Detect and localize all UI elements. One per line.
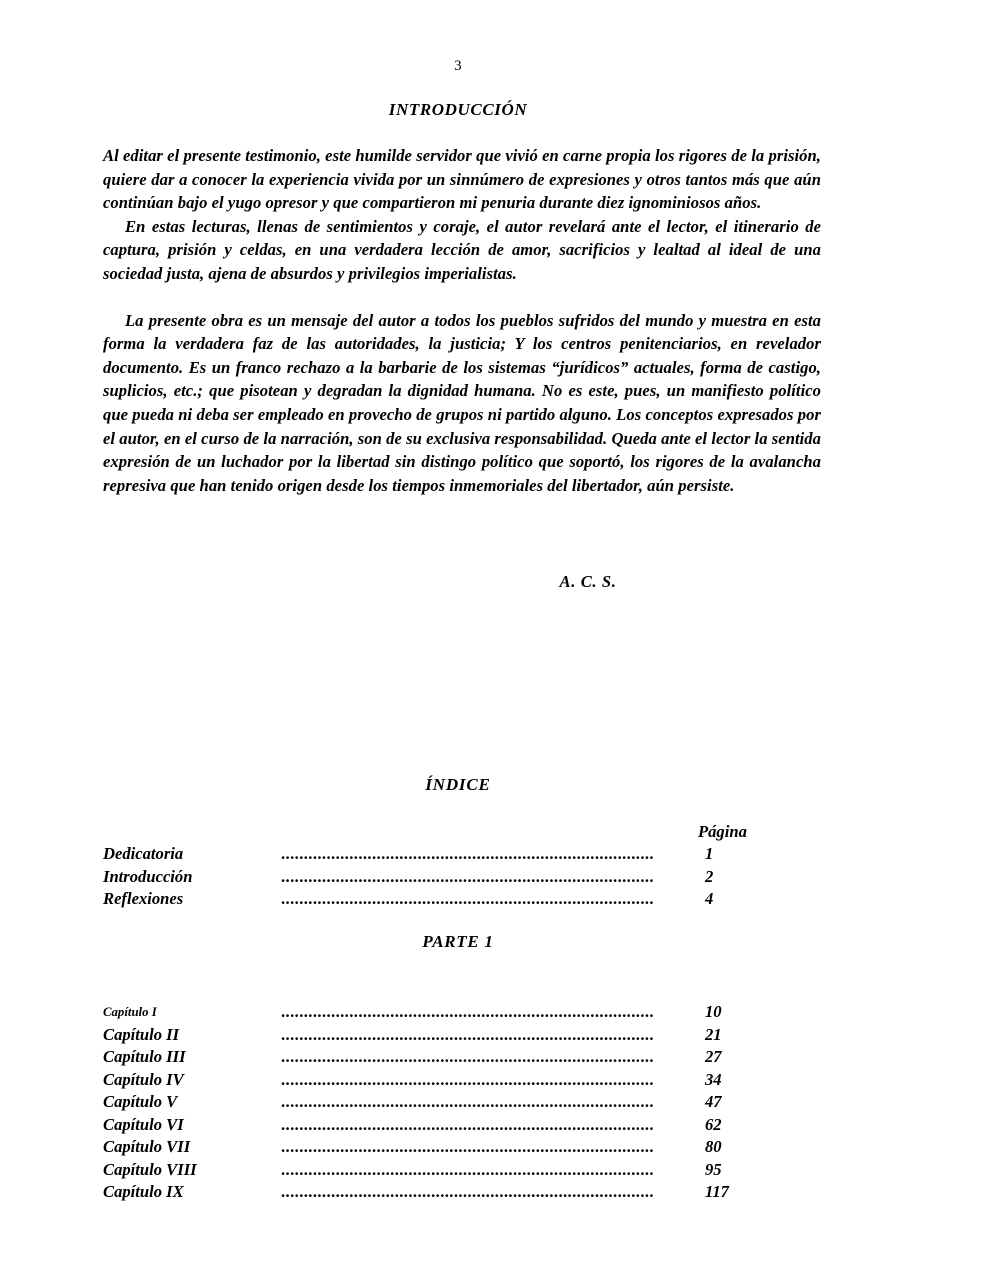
toc-entry-label: Capítulo II	[103, 1024, 180, 1044]
toc-front-matter	[103, 822, 863, 912]
toc-entry[interactable]	[103, 1115, 863, 1138]
toc-entry[interactable]	[103, 1137, 863, 1160]
toc-dot-leader: ..................................................................................	[281, 1182, 654, 1201]
introduction-body	[103, 144, 821, 497]
toc-entry-page: 10	[705, 1002, 722, 1021]
toc-dot-leader: ..................................................................................	[281, 844, 654, 863]
toc-entry-page: 1	[705, 844, 714, 863]
toc-entry-page: 47	[705, 1092, 722, 1111]
toc-entry-label: Capítulo VI	[103, 1114, 184, 1134]
toc-dot-leader: ..................................................................................	[281, 1047, 654, 1066]
toc-entry[interactable]	[103, 889, 863, 912]
toc-entry[interactable]	[103, 1047, 863, 1070]
toc-dot-leader: ..................................................................................	[281, 1159, 654, 1179]
toc-entry-label: Capítulo IX	[103, 1182, 184, 1201]
toc-dot-leader: ..................................................................................	[281, 1069, 654, 1089]
toc-entry-label: Introducción	[103, 866, 193, 886]
section-heading-introduccion: INTRODUCCIÓN	[388, 100, 528, 119]
toc-entry-label: Capítulo I	[103, 1005, 157, 1019]
toc-entry-page: 27	[705, 1047, 722, 1066]
toc-dot-leader: ..................................................................................	[281, 1114, 654, 1134]
toc-dot-leader: ..................................................................................	[281, 1024, 654, 1044]
toc-entry-page: 21	[705, 1024, 722, 1044]
toc-entry-page: 80	[705, 1137, 722, 1156]
toc-dot-leader: ..................................................................................	[281, 889, 654, 908]
toc-page-column-label: Página	[698, 822, 747, 841]
paragraph: Al editar el presente testimonio, este humilde servidor que vivió en carne propia los rigores de la prisión, quiere dar a conocer la experiencia vivida por un sinnúmero de expresiones y otros tantos más que aún continúan bajo el yugo opresor y que compartieron mi penuria durante diez ignominiosos años.	[103, 146, 821, 213]
toc-entry-page: 2	[705, 866, 714, 886]
toc-entry-page: 117	[705, 1182, 729, 1201]
toc-chapters	[103, 1002, 863, 1205]
toc-dot-leader: ..................................................................................	[281, 866, 654, 886]
paragraph: En estas lecturas, llenas de sentimientos y coraje, el autor revelará ante el lector, el itinerario de captura, prisión y celdas, en una verdadera lección de amor, sacrificios y lealtad al ideal de una sociedad justa, ajena de absurdos y privilegios imperialistas.	[103, 216, 821, 283]
toc-dot-leader: ..................................................................................	[281, 1137, 654, 1156]
toc-entry-page: 62	[705, 1114, 722, 1134]
toc-entry-page: 95	[705, 1159, 722, 1179]
toc-entry-label: Capítulo III	[103, 1047, 186, 1066]
toc-dot-leader: ..................................................................................	[281, 1092, 654, 1111]
author-signature: A. C. S.	[559, 572, 617, 591]
toc-entry-label: Capítulo VII	[103, 1137, 191, 1156]
page-number: 3	[454, 58, 462, 74]
toc-entry[interactable]	[103, 1160, 863, 1183]
paragraph: La presente obra es un mensaje del autor a todos los pueblos sufridos del mundo y muestra en esta forma la verdadera faz de las autoridades, la justicia; Y los centros penitenciarios, en revelador documento. Es un franco rechazo a la barbarie de los sistemas “jurídicos” actuales, forma de castigo, suplicios, etc.; que pisotean y degradan la dignidad humana. No es este, pues, un manifiesto político que pueda ni deba ser empleado en provecho de grupos ni partido alguno. Los conceptos expresados por el autor, en el curso de la narración, son de su exclusiva responsabilidad. Queda ante el lector la sentida expresión de un luchador por la libertad sin distingo político que soportó, los rigores de la avalancha represiva que han tenido origen desde los tiempos inmemoriales del libertador, aún persiste.	[103, 310, 821, 495]
toc-entry[interactable]	[103, 1092, 863, 1115]
toc-entry-label: Capítulo IV	[103, 1069, 184, 1089]
toc-entry[interactable]	[103, 1002, 863, 1025]
toc-column-header	[103, 822, 863, 844]
toc-entry-label: Reflexiones	[103, 889, 184, 908]
toc-entry-label: Capítulo VIII	[103, 1159, 197, 1179]
toc-entry[interactable]	[103, 867, 863, 890]
section-heading-indice: ÍNDICE	[425, 775, 491, 794]
toc-entry[interactable]	[103, 1025, 863, 1048]
toc-entry-page: 34	[705, 1069, 722, 1089]
toc-entry-label: Capítulo V	[103, 1092, 178, 1111]
toc-entry[interactable]	[103, 844, 863, 867]
toc-entry-page: 4	[705, 889, 714, 908]
toc-entry[interactable]	[103, 1182, 863, 1205]
toc-entry[interactable]	[103, 1070, 863, 1093]
toc-dot-leader: ..................................................................................	[281, 1002, 654, 1021]
toc-entry-label: Dedicatoria	[103, 844, 184, 863]
section-heading-parte-1: PARTE 1	[422, 932, 494, 951]
